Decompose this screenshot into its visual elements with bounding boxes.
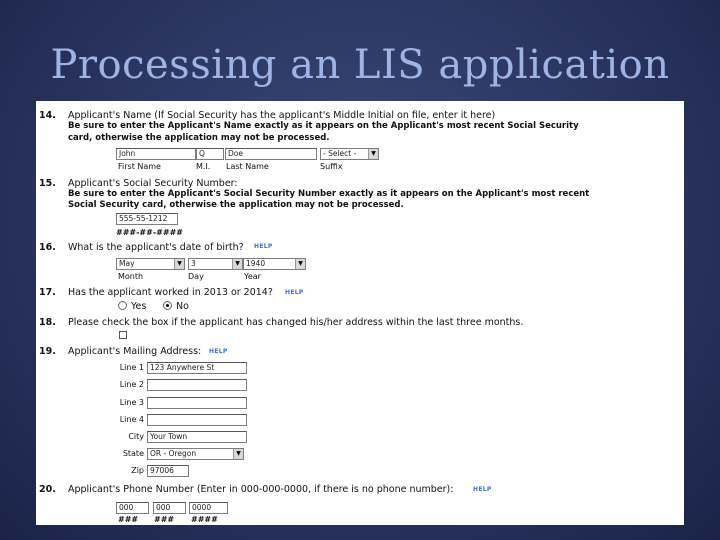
dropdown-arrow-icon: ▼	[232, 259, 242, 269]
question-19-help-link[interactable]: HELP	[209, 348, 228, 355]
birth-day-label: Day	[188, 272, 204, 281]
state-label: State	[122, 449, 144, 458]
question-17-text: Has the applicant worked in 2013 or 2014?	[68, 287, 273, 298]
phone-line-format-hint: ####	[191, 515, 218, 524]
birth-month-select[interactable]	[116, 258, 185, 270]
last-name-label: Last Name	[226, 162, 269, 171]
question-18-text: Please check the box if the applicant has changed his/her address within the last three months.	[68, 317, 524, 328]
state-select[interactable]	[147, 448, 244, 460]
question-14-text: Applicant's Name (If Social Security has the applicant's Middle Initial on file, enter it here)	[68, 110, 496, 121]
birth-month-value: May	[119, 259, 135, 268]
address-line3-label: Line 3	[119, 398, 144, 407]
birth-year-select[interactable]	[243, 258, 306, 270]
suffix-select[interactable]	[320, 148, 379, 160]
dropdown-arrow-icon: ▼	[295, 259, 305, 269]
dropdown-arrow-icon: ▼	[233, 449, 243, 459]
birth-year-value: 1940	[246, 259, 266, 268]
address-line4-label: Line 4	[119, 415, 144, 424]
address-line2-input[interactable]	[147, 379, 247, 391]
question-16-text: What is the applicant's date of birth?	[68, 242, 244, 253]
state-select-value: OR - Oregon	[150, 449, 197, 458]
suffix-select-value: - Select -	[323, 149, 357, 158]
city-input[interactable]: Your Town	[147, 431, 247, 443]
worked-no-label: No	[176, 301, 189, 312]
birth-day-select[interactable]	[188, 258, 243, 270]
question-15-warning-line2: Social Security card, otherwise the application may not be processed.	[68, 200, 404, 210]
phone-prefix-format-hint: ###	[154, 515, 175, 524]
birth-day-value: 3	[191, 259, 196, 268]
address-line3-input[interactable]	[147, 397, 247, 409]
ssn-input[interactable]: 555-55-1212	[116, 213, 178, 225]
question-14-number: 14.	[39, 110, 56, 121]
suffix-label: Suffix	[320, 162, 343, 171]
question-17-number: 17.	[39, 287, 56, 298]
question-15-number: 15.	[39, 178, 56, 189]
birth-month-label: Month	[118, 272, 144, 281]
address-changed-checkbox[interactable]	[119, 331, 127, 339]
city-label: City	[128, 432, 144, 441]
phone-area-format-hint: ###	[118, 515, 139, 524]
slide-title: Processing an LIS application	[50, 42, 670, 88]
last-name-input[interactable]: Doe	[225, 148, 317, 160]
birth-year-label: Year	[244, 272, 261, 281]
address-line2-label: Line 2	[119, 380, 144, 389]
worked-yes-label: Yes	[131, 301, 147, 312]
question-19-number: 19.	[39, 346, 56, 357]
question-20-number: 20.	[39, 484, 56, 495]
middle-initial-input[interactable]: Q	[196, 148, 224, 160]
question-15-text: Applicant's Social Security Number:	[68, 178, 238, 189]
middle-initial-label: M.I.	[196, 162, 211, 171]
worked-yes-radio[interactable]	[118, 301, 127, 310]
phone-prefix-input[interactable]: 000	[153, 502, 186, 514]
question-14-warning-line1: Be sure to enter the Applicant's Name exactly as it appears on the Applicant's most recent Social Security	[68, 121, 579, 131]
question-20-text: Applicant's Phone Number (Enter in 000-000-0000, if there is no phone number):	[68, 484, 454, 495]
worked-no-option[interactable]	[163, 301, 189, 312]
zip-label: Zip	[131, 466, 144, 475]
question-20-help-link[interactable]: HELP	[473, 486, 492, 493]
question-18-number: 18.	[39, 317, 56, 328]
worked-yes-option[interactable]	[118, 301, 146, 312]
address-line4-input[interactable]	[147, 414, 247, 426]
lis-application-form	[36, 101, 684, 525]
question-14-warning-line2: card, otherwise the application may not be processed.	[68, 133, 330, 143]
address-line1-label: Line 1	[119, 363, 144, 372]
first-name-label: First Name	[118, 162, 161, 171]
zip-input[interactable]: 97006	[147, 465, 189, 477]
question-16-help-link[interactable]: HELP	[254, 243, 273, 250]
dropdown-arrow-icon: ▼	[174, 259, 184, 269]
question-19-text: Applicant's Mailing Address:	[68, 346, 202, 357]
dropdown-arrow-icon: ▼	[368, 149, 378, 159]
phone-line-input[interactable]: 0000	[189, 502, 228, 514]
worked-no-radio[interactable]	[163, 301, 172, 310]
question-15-warning-line1: Be sure to enter the Applicant's Social Security Number exactly as it appears on the Applicant's most recent	[68, 189, 590, 199]
question-16-number: 16.	[39, 242, 56, 253]
address-line1-input[interactable]: 123 Anywhere St	[147, 362, 247, 374]
question-17-help-link[interactable]: HELP	[285, 289, 304, 296]
phone-area-code-input[interactable]: 000	[116, 502, 149, 514]
ssn-format-hint: ###-##-####	[116, 228, 183, 237]
first-name-input[interactable]: John	[116, 148, 196, 160]
